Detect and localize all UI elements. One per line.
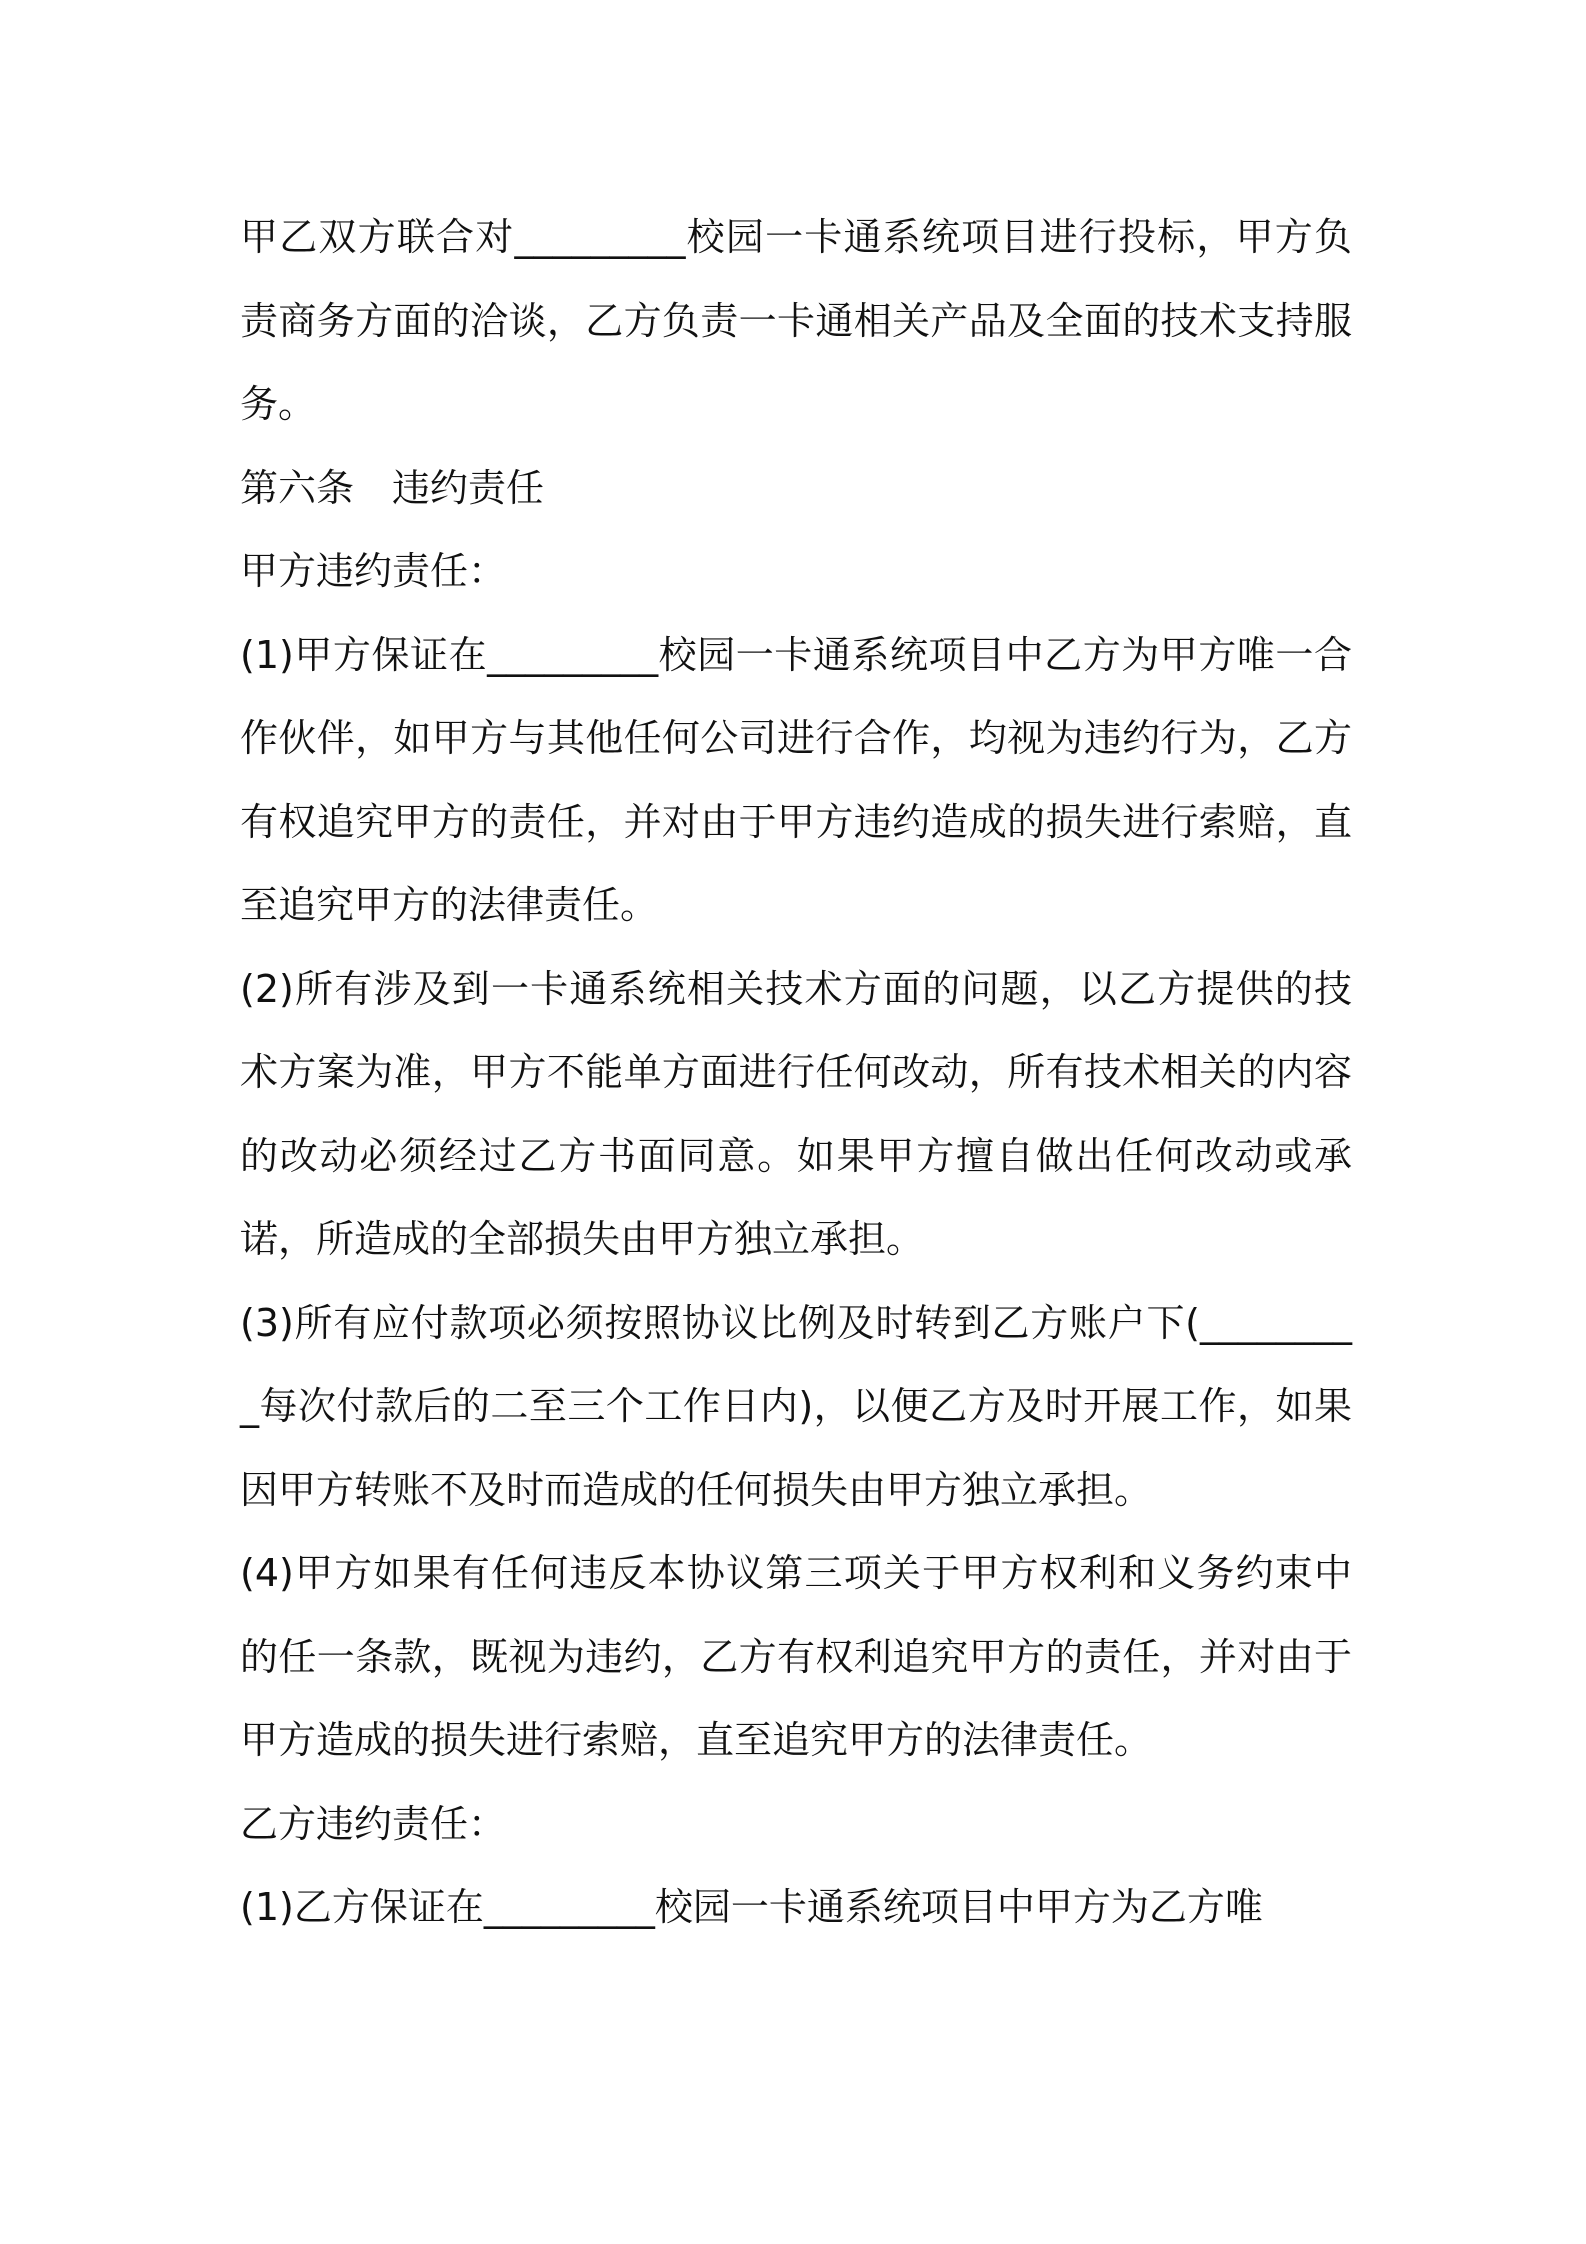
party-a-clause-2: (2)所有涉及到一卡通系统相关技术方面的问题，以乙方提供的技术方案为准，甲方不能单方面进行任何改动，所有技术相关的内容的改动必须经过乙方书面同意。如果甲方擅自做出任何改动或承诺，所造成的全部损失由甲方独立承担。 bbox=[240, 966, 1352, 1261]
document-body bbox=[240, 196, 1352, 1950]
article-6-heading: 第六条 违约责任 bbox=[240, 465, 545, 510]
party-a-clause-1: (1)甲方保证在_________校园一卡通系统项目中乙方为甲方唯一合作伙伴，如甲方与其他任何公司进行合作，均视为违约行为，乙方有权追究甲方的责任，并对由于甲方违约造成的损失进行索赔，直至追究甲方的法律责任。 bbox=[240, 632, 1352, 927]
party-b-clause-1: (1)乙方保证在_________校园一卡通系统项目中甲方为乙方唯 bbox=[240, 1885, 1263, 1929]
party-a-liability-heading: 甲方违约责任： bbox=[240, 549, 507, 593]
party-a-clause-4: (4)甲方如果有任何违反本协议第三项关于甲方权利和义务约束中的任一条款，既视为违约，乙方有权利追究甲方的责任，并对由于甲方造成的损失进行索赔，直至追究甲方的法律责任。 bbox=[240, 1551, 1352, 1762]
paragraph-bidding-intro: 甲乙双方联合对_________校园一卡通系统项目进行投标，甲方负责商务方面的洽谈，乙方负责一卡通相关产品及全面的技术支持服务。 bbox=[240, 215, 1352, 426]
party-a-clause-3: (3)所有应付款项必须按照协议比例及时转到乙方账户下(_________每次付款后的二至三个工作日内)，以便乙方及时开展工作，如果因甲方转账不及时而造成的任何损失由甲方独立承担。 bbox=[240, 1300, 1352, 1512]
party-b-liability-heading: 乙方违约责任： bbox=[240, 1801, 507, 1846]
